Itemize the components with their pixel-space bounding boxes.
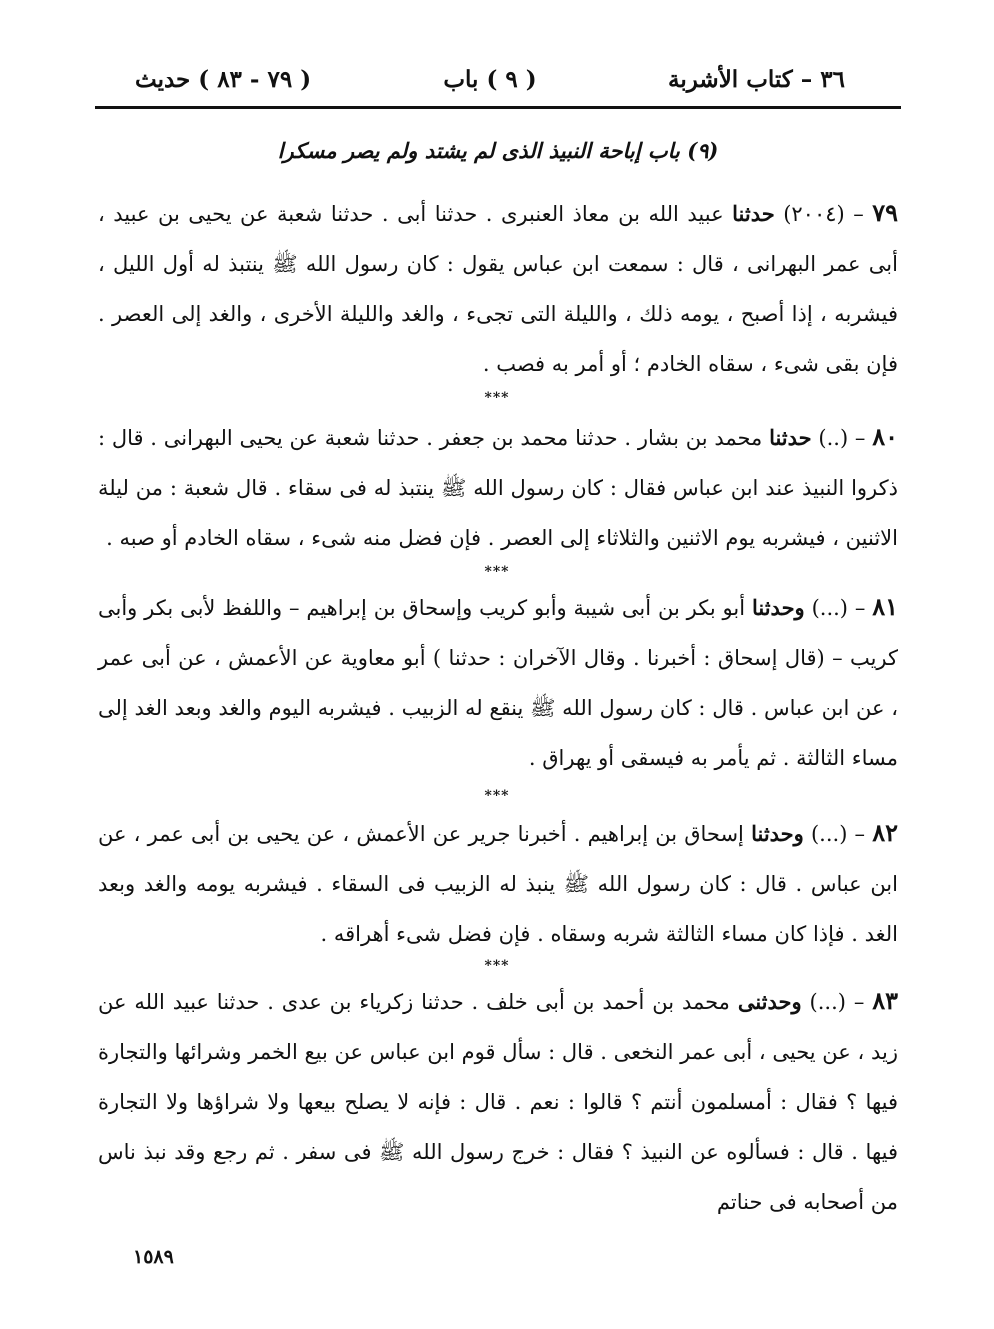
hadith-entry	[98, 412, 898, 563]
hadith-number: ٨١	[872, 592, 899, 621]
hadith-number: ٨٣	[872, 986, 898, 1015]
hadith-text: إسحاق بن إبراهيم . أخبرنا جرير عن الأعمش ، عن يحيى بن أبى عمر ، عن ابن عباس . قال : كان رسول الله ﷺ ينبذ له الزبيب فى السقاء . فيشربه يومه والغد وبعد الغد . فإذا كان مساء الثالثة شربه وسقاه . فإن فضل شىء أهراقه .	[98, 822, 898, 946]
hadith-entry	[98, 976, 898, 1227]
hadith-number: ٨٠	[872, 422, 898, 451]
hadith-text: محمد بن بشار . حدثنا محمد بن جعفر . حدثنا شعبة عن يحيى البهرانى . قال : ذكروا النبيذ عند ابن عباس فقال : كان رسول الله ﷺ ينتبذ له فى سقاء . قال شعبة : من ليلة الاثنين ، فيشربه يوم الاثنين والثلاثاء إلى العصر . فإن فضل منه شىء ، سقاه الخادم أو صبه .	[98, 426, 898, 550]
hadith-number: ٨٢	[872, 818, 899, 847]
hadith-text: أبو بكر بن أبى شيبة وأبو كريب وإسحاق بن إبراهيم – واللفظ لأبى بكر وأبى كريب – (قال إسحاق : أخبرنا . وقال الآخران : حدثنا ) أبو معاوية عن الأعمش ، عن أبى عمر ، عن ابن عباس . قال : كان رسول الله ﷺ ينقع له الزبيب . فيشربه اليوم والغد وبعد الغد إلى مساء الثالثة . ثم يأمر به فيسقى أو يهراق .	[98, 596, 898, 770]
separator: ***	[484, 958, 510, 974]
hadith-ref: – (..)	[818, 426, 866, 450]
chapter-reference: ( ٩ ) باب	[443, 66, 537, 93]
hadith-entry	[98, 808, 898, 959]
hadith-text: عبيد الله بن معاذ العنبرى . حدثنا أبى . حدثنا شعبة عن يحيى بن عبيد ، أبى عمر البهرانى ، قال : سمعت ابن عباس يقول : كان رسول الله ﷺ ينتبذ له أول الليل ، فيشربه ، إذا أصبح ، يومه ذلك ، والليلة التى تجىء ، والغد والليلة الأخرى ، والغد إلى العصر . فإن بقى شىء ، سقاه الخادم ؛ أو أمر به فصب .	[98, 202, 898, 376]
narration-word: وحدثنى	[737, 989, 802, 1014]
book-title: ٣٦ – كتاب الأشربة	[668, 66, 845, 93]
narration-word: حدثنا	[769, 425, 812, 450]
hadith-ref: – (...)	[811, 596, 866, 620]
separator: ***	[484, 390, 510, 406]
chapter-title: (٩) باب إباحة النبيذ الذى لم يشتد ولم يصر مسكرا	[277, 138, 719, 163]
hadith-ref: – (...)	[810, 822, 866, 846]
hadith-entry	[98, 188, 898, 389]
separator: ***	[484, 788, 510, 804]
page-number: ١٥٨٩	[133, 1246, 174, 1268]
hadith-entry	[98, 582, 898, 783]
separator: ***	[484, 564, 510, 580]
header-rule	[95, 106, 901, 109]
hadith-number: ٧٩	[872, 198, 898, 227]
hadith-ref: – (٢٠٠٤)	[783, 202, 864, 226]
narration-word: وحدثنا	[751, 595, 805, 620]
narration-word: وحدثنا	[751, 821, 804, 846]
hadith-range: ( ٧٩ - ٨٣ ) حديث	[135, 66, 312, 93]
hadith-text: محمد بن أحمد بن أبى خلف . حدثنا زكرياء بن عدى . حدثنا عبيد الله عن زيد ، عن يحيى ، أبى عمر النخعى . قال : سأل قوم ابن عباس عن بيع الخمر وشرائها والتجارة فيها ؟ فقال : أمسلمون أنتم ؟ قالوا : نعم . قال : فإنه لا يصلح بيعها ولا شراؤها ولا التجارة فيها . قال : فسألوه عن النبيذ ؟ فقال : خرج رسول الله ﷺ فى سفر . ثم رجع وقد نبذ ناس من أصحابه فى حناتم	[98, 990, 898, 1214]
hadith-ref: – (...)	[809, 990, 865, 1014]
running-header	[135, 66, 845, 106]
narration-word: حدثنا	[732, 201, 775, 226]
